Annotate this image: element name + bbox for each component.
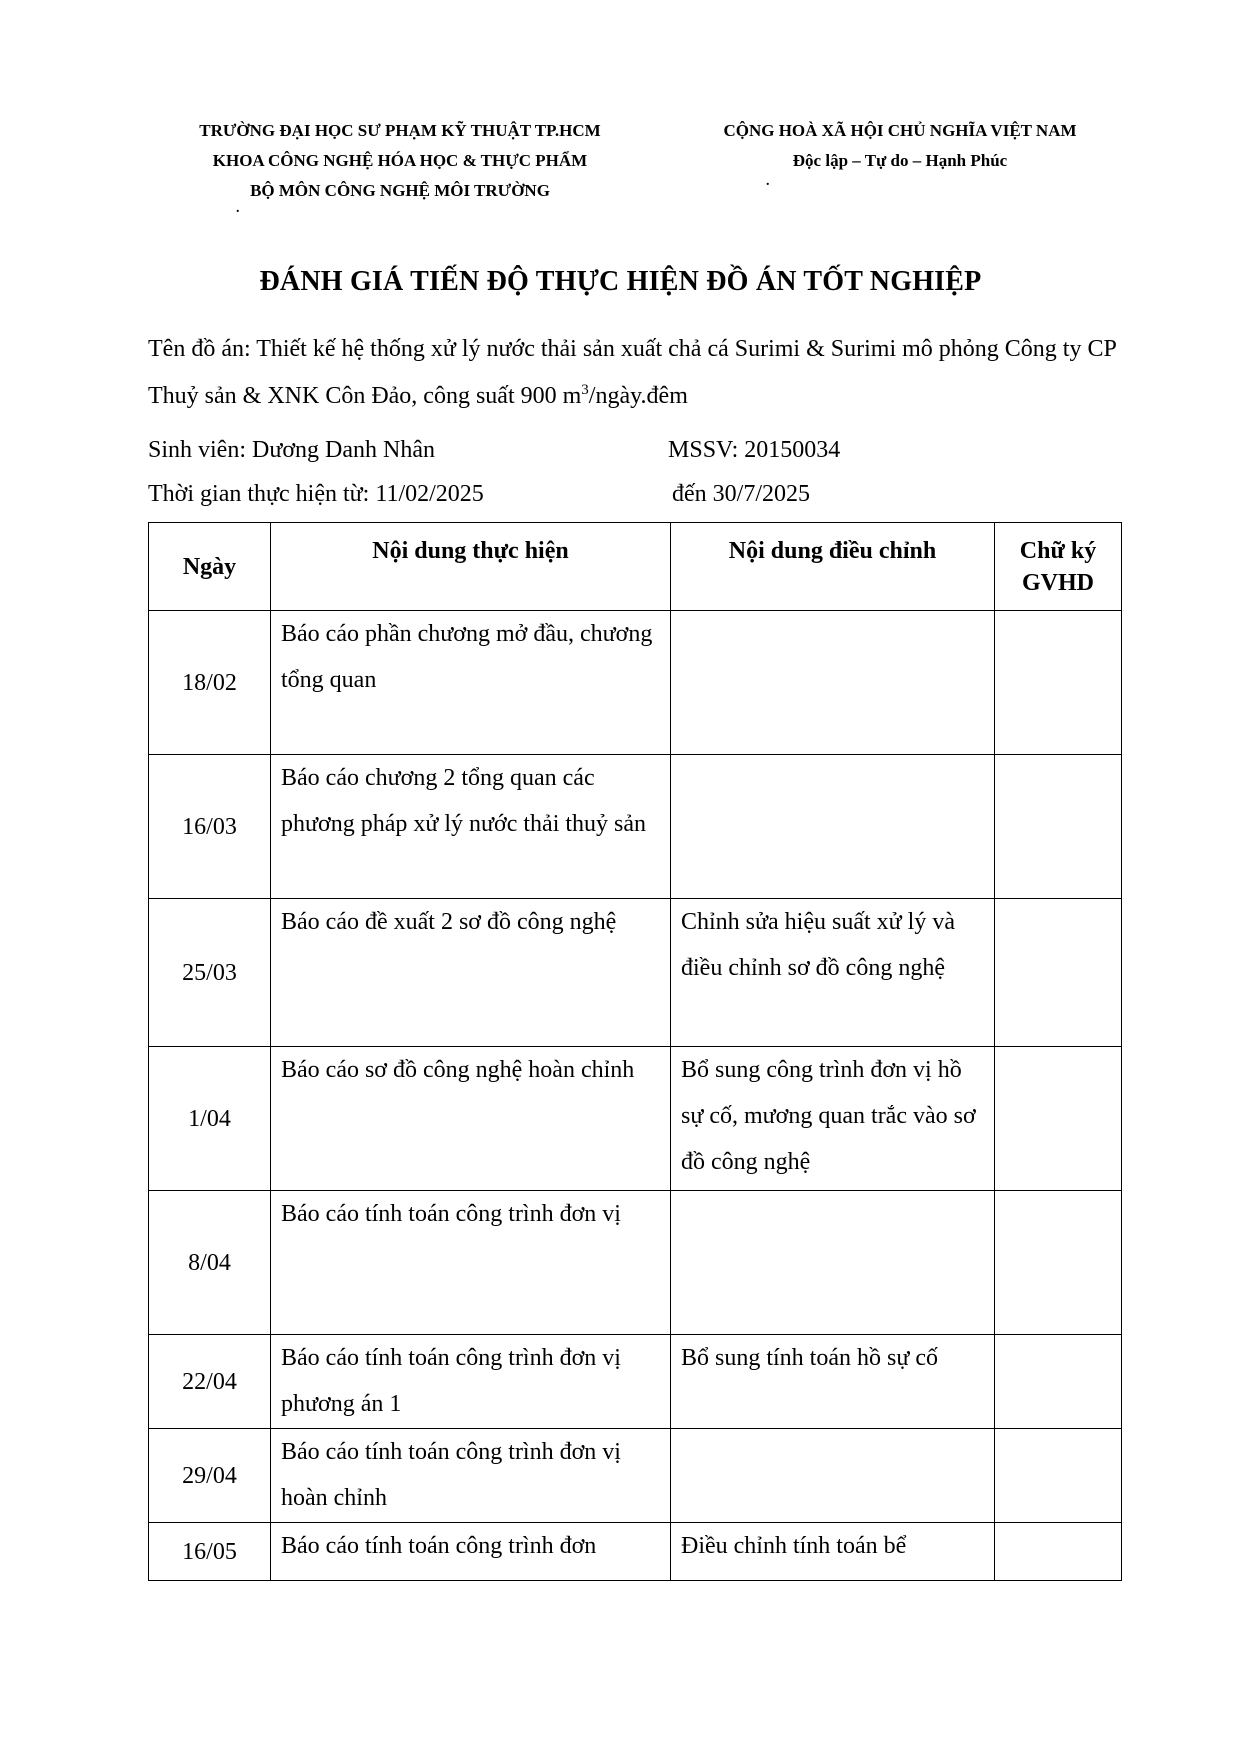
- row-signature: [995, 1523, 1122, 1581]
- project-title: [148, 326, 1128, 420]
- project-text: Tên đồ án: Thiết kế hệ thống xử lý nước thải sản xuất chả cá Surimi & Surimi mô phỏng Công ty CP Thuỷ sản & XNK Côn Đảo, công suất 900 m: [148, 336, 1116, 409]
- time-to: đến 30/7/2025: [672, 481, 810, 507]
- row-adjustment: Bổ sung công trình đơn vị hồ sự cố, mương quan trắc vào sơ đồ công nghệ: [671, 1047, 995, 1191]
- project-superscript: 3: [581, 382, 589, 398]
- row-adjustment: Điều chỉnh tính toán bể: [671, 1523, 995, 1581]
- row-signature: [995, 1191, 1122, 1335]
- row-signature: [995, 755, 1122, 899]
- university-name: TRƯỜNG ĐẠI HỌC SƯ PHẠM KỸ THUẬT TP.HCM: [199, 121, 601, 140]
- department-name: BỘ MÔN CÔNG NGHỆ MÔI TRƯỜNG: [250, 181, 550, 200]
- row-signature: [995, 611, 1122, 755]
- table-row: [149, 1335, 1122, 1429]
- table-row: [149, 1429, 1122, 1523]
- row-date: 8/04: [149, 1191, 271, 1335]
- faculty-name: KHOA CÔNG NGHỆ HÓA HỌC & THỰC PHẨM: [212, 151, 588, 170]
- row-signature: [995, 1047, 1122, 1191]
- table-row: [149, 755, 1122, 899]
- time-from: Thời gian thực hiện từ: 11/02/2025: [148, 481, 484, 507]
- table-row: [149, 1523, 1122, 1581]
- row-content: Báo cáo tính toán công trình đơn vị: [271, 1191, 671, 1335]
- project-suffix: /ngày.đêm: [588, 383, 688, 409]
- row-date: 1/04: [149, 1047, 271, 1191]
- row-content: Báo cáo tính toán công trình đơn vị phương án 1: [271, 1335, 671, 1429]
- row-content: Báo cáo tính toán công trình đơn vị hoàn chỉnh: [271, 1429, 671, 1523]
- row-adjustment: [671, 611, 995, 755]
- table-row: [149, 611, 1122, 755]
- row-date: 18/02: [149, 611, 271, 755]
- row-signature: [995, 1335, 1122, 1429]
- row-content: Báo cáo tính toán công trình đơn: [271, 1523, 671, 1581]
- table-header-row: [149, 523, 1122, 611]
- header-adjustment: Nội dung điều chỉnh: [671, 523, 995, 611]
- row-adjustment: [671, 755, 995, 899]
- row-adjustment: [671, 1429, 995, 1523]
- row-adjustment: [671, 1191, 995, 1335]
- row-date: 25/03: [149, 899, 271, 1047]
- institution-header: [140, 116, 660, 206]
- page-title: ĐÁNH GIÁ TIẾN ĐỘ THỰC HIỆN ĐỒ ÁN TỐT NGHIỆP: [259, 266, 982, 297]
- national-motto: Độc lập – Tự do – Hạnh Phúc: [792, 151, 1008, 170]
- row-content: Báo cáo phần chương mở đầu, chương tổng quan: [271, 611, 671, 755]
- nation-name: CỘNG HOÀ XÃ HỘI CHỦ NGHĨA VIỆT NAM: [723, 121, 1077, 140]
- table-row: [149, 1047, 1122, 1191]
- table-row: [149, 899, 1122, 1047]
- header-dot-right: .: [766, 174, 770, 189]
- row-content: Báo cáo chương 2 tổng quan các phương pháp xử lý nước thải thuỷ sản: [271, 755, 671, 899]
- row-adjustment: Chỉnh sửa hiệu suất xử lý và điều chỉnh sơ đồ công nghệ: [671, 899, 995, 1047]
- row-date: 16/03: [149, 755, 271, 899]
- header-content: Nội dung thực hiện: [271, 523, 671, 611]
- header-dot-left: .: [236, 201, 240, 216]
- row-content: Báo cáo sơ đồ công nghệ hoàn chỉnh: [271, 1047, 671, 1191]
- row-signature: [995, 1429, 1122, 1523]
- row-content: Báo cáo đề xuất 2 sơ đồ công nghệ: [271, 899, 671, 1047]
- row-signature: [995, 899, 1122, 1047]
- progress-table: [148, 522, 1122, 1581]
- student-name: Sinh viên: Dương Danh Nhân: [148, 437, 436, 463]
- header-date: Ngày: [149, 523, 271, 611]
- table-row: [149, 1191, 1122, 1335]
- national-header: [670, 116, 1130, 176]
- row-date: 29/04: [149, 1429, 271, 1523]
- student-id: MSSV: 20150034: [668, 437, 841, 463]
- row-date: 22/04: [149, 1335, 271, 1429]
- row-adjustment: Bổ sung tính toán hồ sự cố: [671, 1335, 995, 1429]
- row-date: 16/05: [149, 1523, 271, 1581]
- header-signature: Chữ ký GVHD: [995, 523, 1122, 611]
